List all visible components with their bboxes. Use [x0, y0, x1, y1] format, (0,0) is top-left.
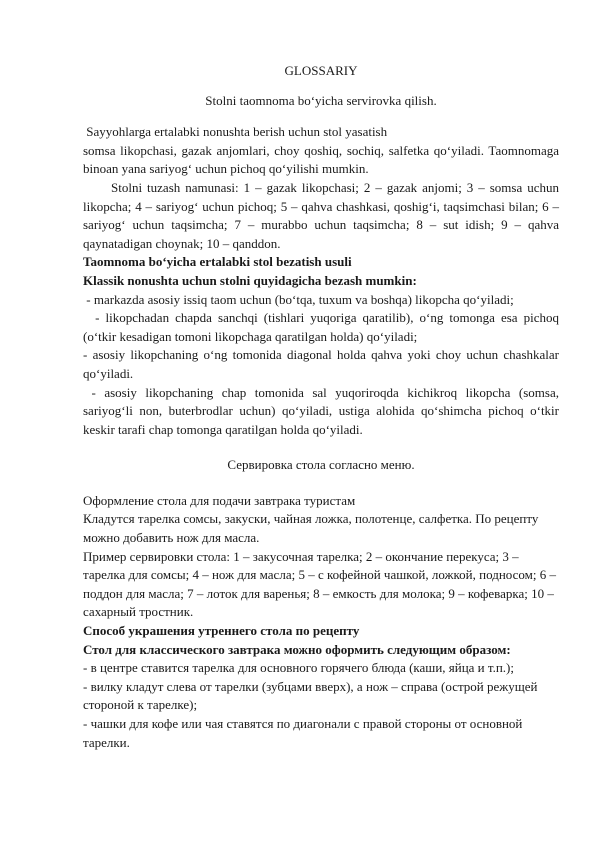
uz-rule-4: - asosiy likopchaning chap tomonida sal yuqoriroqda kichikroq likopcha (somsa, sariyog‘li non, buterbrodlar uchun) qo‘yiladi, ustiga alohida qo‘shimcha pichoq o‘tkir keskir tarafi chap tomonga qaratilgan holda qo‘yiladi.	[83, 384, 563, 437]
uz-bold-heading-2: Klassik nonushta uchun stolni quyidagicha bezash mumkin:	[83, 272, 417, 288]
ru-subheading: Оформление стола для подачи завтрака туристам	[83, 492, 356, 508]
spacer	[83, 475, 559, 492]
ru-rule-1: - в центре ставится тарелка для основного горячего блюда (каши, яйца и т.п.);	[83, 660, 514, 676]
uz-example-paragraph: Stolni tuzash namunasi: 1 – gazak likopchasi; 2 – gazak anjomi; 3 – somsa uchun likopcha; 4 – sariyog‘ uchun pichoq; 5 – qahva chashkasi, qoshig‘i, taqsimchasi bilan; 6 – sariyog‘ uchun taqsimcha; 7 – murabbo uchun taqsimcha; 8 – sut idish; 9 – qahva qaynatadigan choynak; 10 – qanddon.	[83, 179, 559, 251]
uz-items-paragraph: somsa likopchasi, gazak anjomlari, choy qoshiq, sochiq, salfetka qo‘yiladi. Taomnomaga binoan yana sariyog‘ uchun pichoq qo‘yilishi mumkin.	[83, 142, 559, 177]
uz-rule-1: - markazda asosiy issiq taom uchun (bo‘tqa, tuxum va boshqa) likopcha qo‘yiladi;	[83, 291, 514, 307]
uz-rule-2: - likopchadan chapda sanchqi (tishlari yuqoriga qaratilib), o‘ng tomonga esa pichoq (o‘tkir kesadigan tomoni likopchaga qaratilgan holda) qo‘yiladi;	[83, 310, 563, 344]
ru-bold-heading-2: Стол для классического завтрака можно оформить следующим образом:	[83, 641, 511, 657]
uz-section-heading: Stolni taomnoma bo‘yicha servirovka qilish.	[205, 92, 437, 108]
ru-rule-2: - вилку кладут слева от тарелки (зубцами вверх), а нож – справа (острой режущей стороной к тарелке);	[83, 678, 538, 713]
uz-rule-3: - asosiy likopchaning o‘ng tomonida diagonal holda qahva yoki choy uchun chashkalar qo‘yiladi.	[83, 347, 559, 381]
ru-bold-heading-1: Способ украшения утреннего стола по рецепту	[83, 623, 360, 639]
ru-example-paragraph: Пример сервировки стола: 1 – закусочная тарелка; 2 – окончание перекуса; 3 – тарелка для сомсы; 4 – нож для масла; 5 – с кофейной чашкой, ложкой, подносом; 6 – поддон для масла; 7 – лоток для варенья; 8 – емкость для молока; 9 – кофеварка; 10 – сахарный тростник.	[83, 548, 556, 620]
spacer	[83, 110, 559, 123]
ru-items-paragraph: Кладутся тарелка сомсы, закуски, чайная ложка, полотенце, салфетка. По рецепту можно добавить нож для масла.	[83, 511, 539, 546]
glossary-title: GLOSSARIY	[284, 63, 358, 78]
uz-intro-line: Sayyohlarga ertalabki nonushta berish uchun stol yasatish	[83, 124, 388, 140]
ru-rule-3: - чашки для кофе или чая ставятся по диагонали с правой стороны от основной тарелки.	[83, 716, 523, 750]
uz-bold-heading-1: Taomnoma bo‘yicha ertalabki stol bezatish usuli	[83, 254, 352, 270]
spacer	[83, 439, 559, 456]
ru-section-heading: Сервировка стола согласно меню.	[227, 457, 415, 473]
